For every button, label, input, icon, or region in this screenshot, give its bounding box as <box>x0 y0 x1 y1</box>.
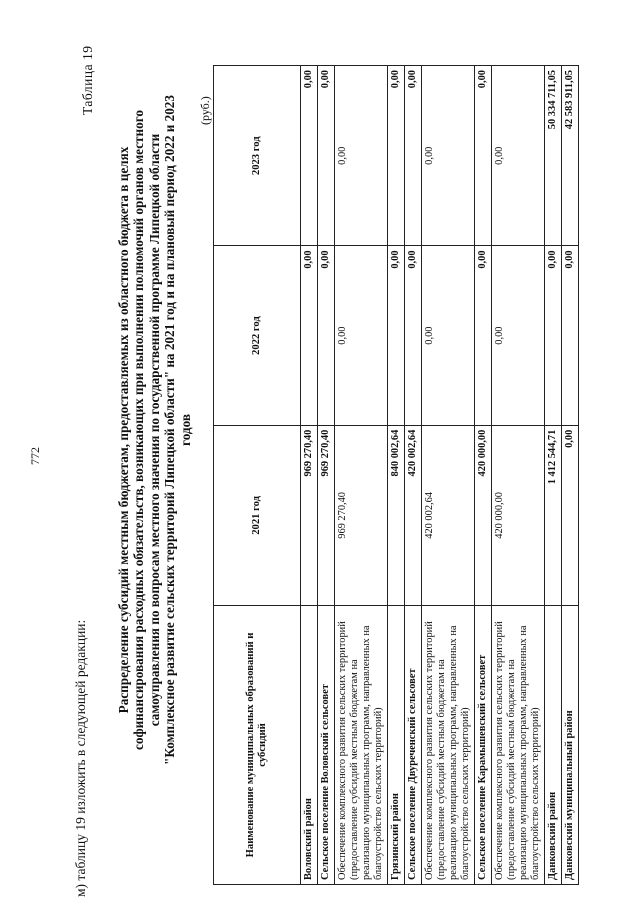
row-value-2022: 0,00 <box>492 246 545 425</box>
row-value-2021: 420 000,00 <box>475 425 492 605</box>
column-header-2023: 2023 год <box>214 66 301 246</box>
table-row <box>422 66 475 885</box>
row-value-2021: 969 270,40 <box>335 425 388 605</box>
row-value-2021: 420 002,64 <box>422 425 475 605</box>
row-value-2021: 969 270,40 <box>301 425 318 605</box>
document-title: Распределение субсидий местным бюджетам, предоставляемых из областного бюджета в целях софинансирования расходных обязательств, возникающих при выполнении полномочий органов местного самоуправления по вопросам местного значения по государственной программе Липецкой области "Комплексное развитие сельских территорий Липецкой области" на 2021 год и на плановый период 2022 и 2023 годов <box>116 95 193 765</box>
table-row <box>545 66 562 885</box>
table-row <box>318 66 335 885</box>
row-value-2023: 42 583 911,05 <box>562 66 579 246</box>
page-number: 772 <box>28 447 42 465</box>
row-value-2022: 0,00 <box>301 246 318 425</box>
row-value-2022: 0,00 <box>475 246 492 425</box>
row-name: Воловский район <box>301 606 318 885</box>
row-value-2021: 420 000,00 <box>492 425 545 605</box>
row-value-2023: 0,00 <box>318 66 335 246</box>
row-value-2021: 0,00 <box>562 425 579 605</box>
row-value-2021: 420 002,64 <box>405 425 422 605</box>
row-value-2023: 0,00 <box>335 66 388 246</box>
column-header-name: Наименование муниципальных образований и субсидий <box>214 606 301 885</box>
row-value-2023: 0,00 <box>301 66 318 246</box>
row-value-2022: 0,00 <box>545 246 562 425</box>
row-name: Сельское поселение Карамышевский сельсовет <box>475 606 492 885</box>
table-label: Таблица 19 <box>80 45 95 115</box>
table-row <box>405 66 422 885</box>
row-name: Обеспечение комплексного развития сельских территорий (предоставление субсидий местным бюджетам на реализацию муниципальных программ, направленных на благоустройство сельских территорий) <box>492 606 545 885</box>
subsidy-table <box>213 65 579 885</box>
row-value-2022: 0,00 <box>405 246 422 425</box>
row-value-2021: 969 270,40 <box>318 425 335 605</box>
table-row <box>475 66 492 885</box>
row-value-2021: 840 002,64 <box>388 425 405 605</box>
row-name: Данковский муниципальный район <box>562 606 579 885</box>
row-name: Грязинский район <box>388 606 405 885</box>
table-header-row <box>214 66 301 885</box>
table-row <box>388 66 405 885</box>
row-value-2023: 50 334 711,05 <box>545 66 562 246</box>
row-value-2023: 0,00 <box>388 66 405 246</box>
row-value-2023: 0,00 <box>405 66 422 246</box>
row-name: Данковский район <box>545 606 562 885</box>
intro-text: м) таблицу 19 изложить в следующей редакции: <box>73 619 88 897</box>
unit-label: (руб.) <box>198 96 212 125</box>
row-value-2022: 0,00 <box>318 246 335 425</box>
row-value-2023: 0,00 <box>492 66 545 246</box>
row-value-2021: 1 412 544,71 <box>545 425 562 605</box>
row-name: Сельское поселение Воловский сельсовет <box>318 606 335 885</box>
row-name: Обеспечение комплексного развития сельских территорий (предоставление субсидий местным бюджетам на реализацию муниципальных программ, направленных на благоустройство сельских территорий) <box>335 606 388 885</box>
row-name: Обеспечение комплексного развития сельских территорий (предоставление субсидий местным бюджетам на реализацию муниципальных программ, направленных на благоустройство сельских территорий) <box>422 606 475 885</box>
row-value-2022: 0,00 <box>388 246 405 425</box>
column-header-2021: 2021 год <box>214 425 301 605</box>
table-row <box>335 66 388 885</box>
row-value-2023: 0,00 <box>475 66 492 246</box>
row-value-2022: 0,00 <box>422 246 475 425</box>
row-value-2022: 0,00 <box>335 246 388 425</box>
table-row <box>301 66 318 885</box>
row-value-2023: 0,00 <box>422 66 475 246</box>
table-row <box>492 66 545 885</box>
row-name: Сельское поселение Двуреченский сельсовет <box>405 606 422 885</box>
table-row <box>562 66 579 885</box>
column-header-2022: 2022 год <box>214 246 301 425</box>
row-value-2022: 0,00 <box>562 246 579 425</box>
